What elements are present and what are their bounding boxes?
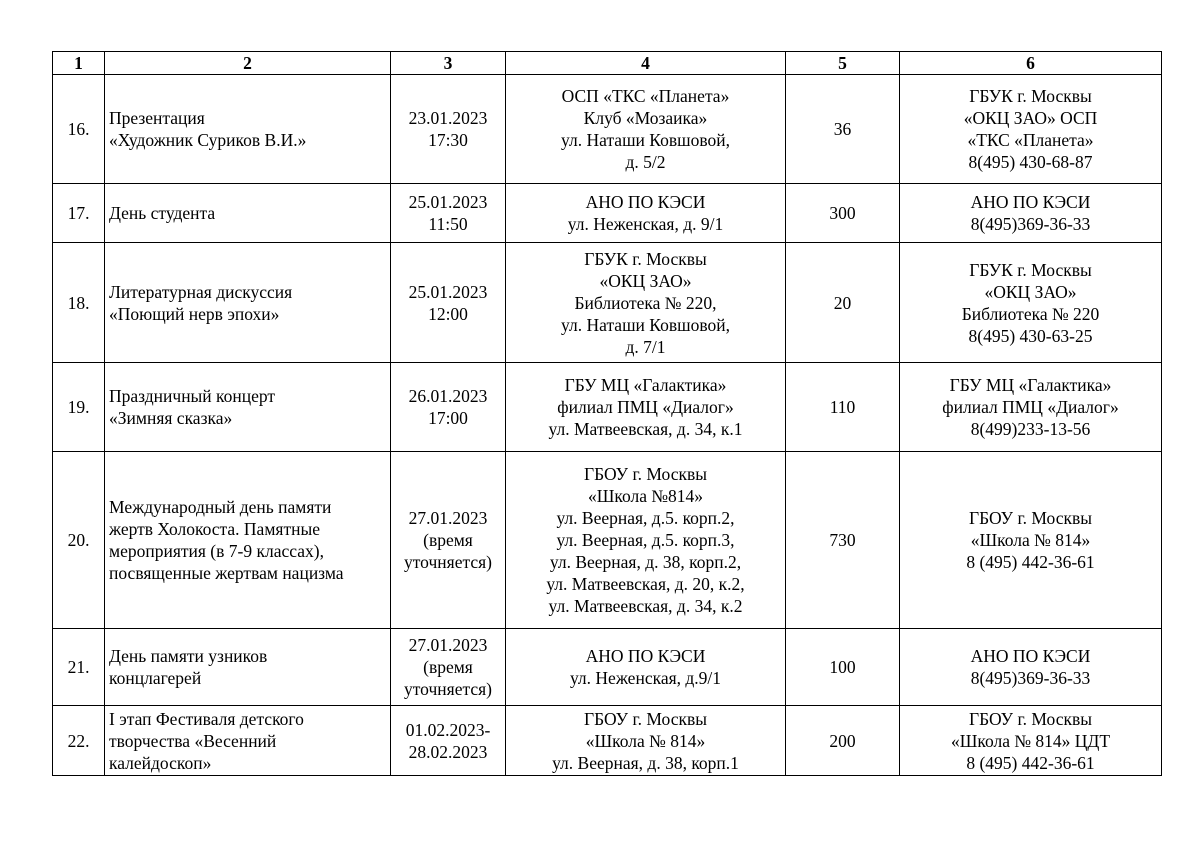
event-name-line: посвященные жертвам нацизма	[109, 563, 344, 583]
event-place-cell	[506, 452, 786, 629]
event-name-line: Праздничный концерт	[109, 386, 276, 406]
event-place-line: ул. Веерная, д. 38, корп.1	[552, 752, 739, 773]
organizer-line: 8(495)369-36-33	[970, 668, 1091, 688]
column-header-5: 5	[786, 52, 900, 75]
event-name-line: «Зимняя сказка»	[109, 408, 233, 428]
event-date-line: 28.02.2023	[408, 741, 488, 762]
event-place-line: ул. Неженская, д.9/1	[569, 668, 722, 688]
organizer-line: 8(495)369-36-33	[970, 214, 1091, 234]
organizer-line: 8(495) 430-63-25	[968, 325, 1093, 346]
event-place-line: ГБОУ г. Москвы	[583, 708, 708, 729]
event-name-line: Международный день памяти	[109, 497, 332, 517]
event-date-cell	[391, 363, 506, 452]
row-number-cell: 20.	[53, 452, 105, 629]
organizer-line: «ОКЦ ЗАО» ОСП	[963, 108, 1098, 128]
organizer-cell	[900, 363, 1162, 452]
event-date-line: 17:00	[428, 408, 468, 428]
events-table	[52, 51, 1162, 776]
event-place-line: Клуб «Мозаика»	[583, 108, 708, 128]
event-place-line: ул. Неженская, д. 9/1	[567, 214, 724, 234]
event-place-line: ул. Веерная, д. 38, корп.2,	[549, 552, 742, 572]
participants-count-cell: 20	[786, 243, 900, 363]
event-date-line: 25.01.2023	[408, 192, 488, 212]
event-date-line: (время	[423, 530, 473, 550]
table-row	[53, 706, 1162, 776]
table-row	[53, 363, 1162, 452]
event-place-line: АНО ПО КЭСИ	[585, 646, 706, 666]
event-name-line: творчества «Весенний	[109, 730, 277, 751]
event-name-cell	[105, 629, 391, 706]
event-place-line: ГБУК г. Москвы	[584, 248, 707, 269]
event-date-line: (время	[423, 657, 473, 677]
event-date-line: 26.01.2023	[408, 386, 488, 406]
event-name-cell	[105, 75, 391, 184]
event-date-cell	[391, 243, 506, 363]
event-date-line: 12:00	[428, 303, 468, 324]
row-number-cell: 16.	[53, 75, 105, 184]
row-number-cell: 18.	[53, 243, 105, 363]
event-place-cell	[506, 243, 786, 363]
organizer-line: ГБУК г. Москвы	[969, 86, 1092, 106]
event-name-cell	[105, 706, 391, 776]
organizer-line: «ОКЦ ЗАО»	[984, 281, 1077, 302]
column-header-6: 6	[900, 52, 1162, 75]
table-body	[53, 75, 1162, 776]
organizer-cell	[900, 629, 1162, 706]
event-date-line: 23.01.2023	[408, 108, 488, 128]
event-place-cell	[506, 184, 786, 243]
event-name-line: «Поющий нерв эпохи»	[109, 303, 280, 324]
event-date-line: уточняется)	[404, 679, 492, 699]
event-place-line: ул. Наташи Ковшовой,	[561, 130, 730, 150]
participants-count-cell: 36	[786, 75, 900, 184]
organizer-line: филиал ПМЦ «Диалог»	[942, 397, 1119, 417]
event-name-line: жертв Холокоста. Памятные	[109, 519, 320, 539]
organizer-line: 8(499)233-13-56	[970, 419, 1091, 439]
organizer-line: ГБОУ г. Москвы	[968, 508, 1093, 528]
event-date-line: 11:50	[428, 214, 468, 234]
event-name-line: калейдоскоп»	[109, 752, 212, 773]
table-row	[53, 75, 1162, 184]
participants-count-cell: 100	[786, 629, 900, 706]
organizer-line: ГБУ МЦ «Галактика»	[949, 375, 1112, 395]
event-place-line: «Школа №814»	[587, 486, 704, 506]
participants-count-cell: 200	[786, 706, 900, 776]
event-name-cell	[105, 452, 391, 629]
event-place-cell	[506, 706, 786, 776]
event-place-line: ул. Наташи Ковшовой,	[561, 314, 730, 335]
event-place-line: ОСП «ТКС «Планета»	[561, 86, 730, 106]
event-place-line: д. 7/1	[625, 336, 666, 357]
event-place-line: ул. Веерная, д.5. корп.2,	[556, 508, 735, 528]
event-name-line: Литературная дискуссия	[109, 281, 293, 302]
organizer-cell	[900, 75, 1162, 184]
event-date-cell	[391, 184, 506, 243]
event-name-cell	[105, 184, 391, 243]
event-place-line: ул. Матвеевская, д. 34, к.2	[548, 596, 743, 616]
row-number-cell: 22.	[53, 706, 105, 776]
event-place-line: «ОКЦ ЗАО»	[599, 270, 692, 291]
event-date-cell	[391, 629, 506, 706]
event-name-cell	[105, 243, 391, 363]
event-date-line: 17:30	[428, 130, 468, 150]
organizer-line: Библиотека № 220	[961, 303, 1100, 324]
organizer-line: «Школа № 814» ЦДТ	[950, 730, 1111, 751]
event-name-line: мероприятия (в 7-9 классах),	[109, 541, 324, 561]
event-date-cell	[391, 706, 506, 776]
organizer-cell	[900, 184, 1162, 243]
row-number-cell: 17.	[53, 184, 105, 243]
event-date-line: 01.02.2023-	[405, 719, 491, 740]
event-name-line: День студента	[109, 203, 216, 223]
organizer-line: 8 (495) 442-36-61	[966, 752, 1095, 773]
event-date-line: 25.01.2023	[408, 281, 488, 302]
organizer-line: ГБУК г. Москвы	[969, 259, 1092, 280]
column-header-3: 3	[391, 52, 506, 75]
organizer-line: 8 (495) 442-36-61	[966, 552, 1095, 572]
organizer-cell	[900, 706, 1162, 776]
event-date-cell	[391, 452, 506, 629]
organizer-cell	[900, 243, 1162, 363]
organizer-line: АНО ПО КЭСИ	[970, 192, 1091, 212]
header-row	[53, 52, 1162, 75]
event-name-line: концлагерей	[109, 668, 202, 688]
event-place-cell	[506, 629, 786, 706]
event-place-line: ул. Веерная, д.5. корп.3,	[556, 530, 735, 550]
participants-count-cell: 300	[786, 184, 900, 243]
row-number-cell: 19.	[53, 363, 105, 452]
organizer-line: АНО ПО КЭСИ	[970, 646, 1091, 666]
event-place-cell	[506, 75, 786, 184]
event-date-line: 27.01.2023	[408, 635, 488, 655]
event-date-line: 27.01.2023	[408, 508, 488, 528]
event-place-line: ул. Матвеевская, д. 34, к.1	[548, 419, 743, 439]
event-name-line: I этап Фестиваля детского	[109, 708, 304, 729]
organizer-line: 8(495) 430-68-87	[968, 152, 1093, 172]
column-header-2: 2	[105, 52, 391, 75]
table-row	[53, 184, 1162, 243]
event-place-cell	[506, 363, 786, 452]
table-row	[53, 629, 1162, 706]
participants-count-cell: 110	[786, 363, 900, 452]
event-name-line: День памяти узников	[109, 646, 268, 666]
organizer-cell	[900, 452, 1162, 629]
event-place-line: ГБУ МЦ «Галактика»	[564, 375, 727, 395]
table-row	[53, 243, 1162, 363]
event-date-line: уточняется)	[404, 552, 492, 572]
event-name-line: «Художник Суриков В.И.»	[109, 130, 307, 150]
column-header-4: 4	[506, 52, 786, 75]
event-name-line: Презентация	[109, 108, 205, 128]
event-place-line: АНО ПО КЭСИ	[585, 192, 706, 212]
event-place-line: ГБОУ г. Москвы	[583, 464, 708, 484]
participants-count-cell: 730	[786, 452, 900, 629]
event-place-line: ул. Матвеевская, д. 20, к.2,	[546, 574, 745, 594]
event-place-line: Библиотека № 220,	[574, 292, 717, 313]
organizer-line: «Школа № 814»	[970, 530, 1091, 550]
column-header-1: 1	[53, 52, 105, 75]
event-place-line: филиал ПМЦ «Диалог»	[557, 397, 734, 417]
organizer-line: ГБОУ г. Москвы	[968, 708, 1093, 729]
event-name-cell	[105, 363, 391, 452]
event-place-line: д. 5/2	[625, 152, 666, 172]
table-row	[53, 452, 1162, 629]
event-date-cell	[391, 75, 506, 184]
row-number-cell: 21.	[53, 629, 105, 706]
event-place-line: «Школа № 814»	[585, 730, 706, 751]
organizer-line: «ТКС «Планета»	[967, 130, 1094, 150]
